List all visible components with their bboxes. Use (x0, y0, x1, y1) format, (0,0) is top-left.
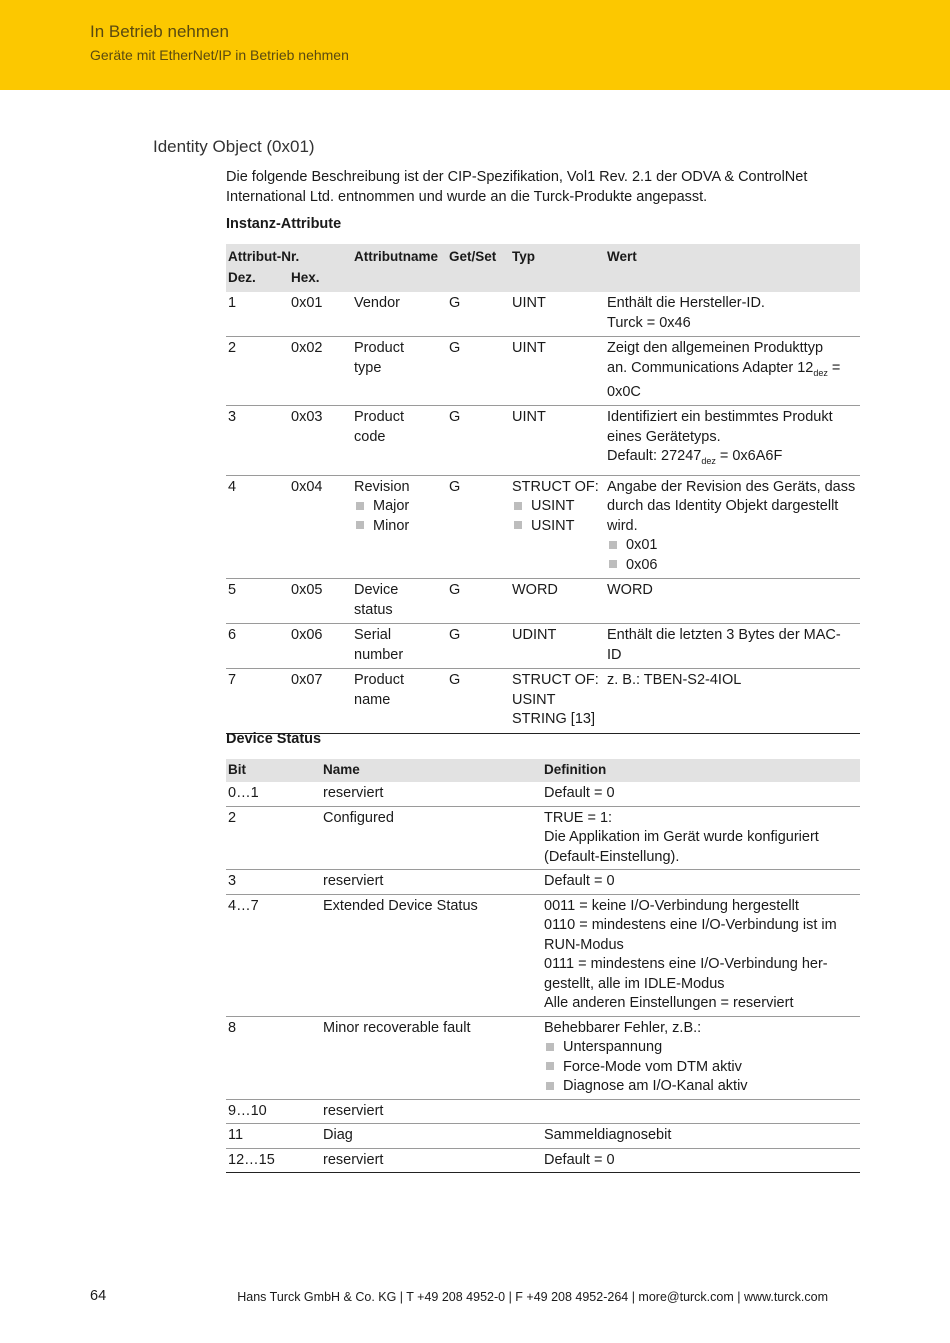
attribute-name-line: Serial (354, 627, 392, 644)
cell-name: Configured (321, 806, 542, 870)
cell-dez: 1 (226, 292, 289, 337)
header-get-set: Get/Set (447, 244, 510, 268)
cell-value (605, 579, 860, 624)
cell-hex: 0x01 (289, 292, 352, 337)
cell-definition (542, 1148, 860, 1173)
table-row (226, 1099, 860, 1124)
header-hex: Hex. (289, 268, 352, 292)
bullet-item (607, 556, 858, 576)
square-bullet-icon (546, 1043, 554, 1051)
cell-type (510, 579, 605, 624)
header-definition: Definition (542, 759, 860, 782)
definition-line: 0011 = keine I/O-Verbindung hergestellt (544, 897, 799, 914)
cell-attribute-name (352, 669, 447, 734)
cell-bit: 11 (226, 1124, 321, 1149)
cell-bit: 2 (226, 806, 321, 870)
value-line (607, 447, 858, 471)
cell-bit: 12…15 (226, 1148, 321, 1173)
cell-type (510, 406, 605, 475)
cell-get-set: G (447, 337, 510, 406)
definition-line: Sammeldiagnosebit (544, 1127, 672, 1143)
cell-value (605, 475, 860, 579)
attribute-name-line: Product (354, 409, 404, 426)
chapter-title: In Betrieb nehmen (90, 22, 229, 41)
header-band (0, 0, 950, 90)
value-text: z. B.: TBEN-S2-4IOL (607, 672, 742, 689)
cell-type (510, 475, 605, 579)
table-row (226, 475, 860, 579)
cell-definition (542, 1099, 860, 1124)
value-line (607, 497, 858, 517)
attribute-name-line: Revision (354, 478, 410, 495)
value-line (607, 671, 858, 691)
chapter-subtitle: Geräte mit EtherNet/IP in Betrieb nehmen (90, 47, 349, 63)
attribute-name-line: type (354, 359, 382, 376)
device-status-table (226, 759, 860, 1173)
cell-bit: 4…7 (226, 894, 321, 1016)
cell-definition (542, 894, 860, 1016)
table-row (226, 292, 860, 337)
bullet-item (354, 497, 445, 517)
cell-dez: 2 (226, 337, 289, 406)
cell-get-set: G (447, 669, 510, 734)
definition-line: 0111 = mindestens eine I/O-Verbindung her- (544, 956, 828, 972)
cell-attribute-name (352, 337, 447, 406)
value-text: eines Gerätetyps. (607, 428, 721, 445)
cell-value (605, 337, 860, 406)
bullet-item (607, 536, 858, 556)
cell-dez: 3 (226, 406, 289, 475)
table-row (226, 870, 860, 895)
bullet-item (512, 517, 603, 537)
value-line (607, 314, 858, 334)
cell-bit: 0…1 (226, 782, 321, 806)
definition-line: 0110 = mindestens eine I/O-Verbindung ist im (544, 917, 837, 933)
cell-type (510, 337, 605, 406)
type-line: UDINT (512, 627, 557, 644)
device-status-heading: Device Status (226, 731, 322, 747)
header-type: Typ (510, 244, 605, 268)
value-text: 0x0C (607, 383, 641, 400)
value-text: Angabe der Revision des Geräts, dass (607, 478, 856, 495)
table-row (226, 406, 860, 475)
value-text: Zeigt den allgemeinen Produkttyp (607, 340, 824, 356)
attribute-name-line: number (354, 646, 404, 663)
bullet-text: Force-Mode vom DTM aktiv (563, 1058, 742, 1075)
table-row (226, 782, 860, 806)
bullet-item (544, 1058, 858, 1078)
value-text: durch das Identity Objekt dargestellt (607, 498, 839, 515)
cell-dez: 4 (226, 475, 289, 579)
table-row (226, 669, 860, 734)
definition-line: gestellt, alle im IDLE-Modus (544, 975, 725, 992)
attribute-name-line: Product (354, 672, 404, 689)
attribute-name-line: Device (354, 582, 399, 599)
value-line (607, 428, 858, 448)
attribute-name-line: Product (354, 340, 404, 356)
bullet-item (544, 1038, 858, 1058)
square-bullet-icon (546, 1082, 554, 1090)
value-text: Enthält die Hersteller-ID. (607, 295, 765, 311)
instance-attributes-table (226, 244, 860, 734)
value-text: Default: 27247 (607, 448, 702, 465)
cell-dez: 7 (226, 669, 289, 734)
type-line: STRUCT OF: (512, 672, 599, 689)
table-row (226, 1124, 860, 1149)
cell-definition (542, 806, 860, 870)
type-line: WORD (512, 582, 558, 599)
bullet-text: 0x06 (626, 556, 658, 573)
cell-name: Diag (321, 1124, 542, 1149)
value-line (607, 408, 858, 428)
value-line (607, 339, 858, 359)
attribute-name-line: Vendor (354, 295, 400, 311)
value-text: ID (607, 646, 622, 663)
cell-type (510, 292, 605, 337)
value-line (607, 646, 858, 666)
value-text: wird. (607, 517, 638, 534)
cell-name: reserviert (321, 870, 542, 895)
header-dez: Dez. (226, 268, 289, 292)
type-line: USINT (512, 691, 556, 708)
bullet-text: Unterspannung (563, 1039, 663, 1055)
cell-dez: 6 (226, 624, 289, 669)
bullet-text: Major (373, 498, 410, 515)
bullet-text: Diagnose am I/O-Kanal aktiv (563, 1078, 748, 1094)
definition-line: RUN-Modus (544, 936, 624, 953)
table-row (226, 1016, 860, 1099)
cell-bit: 3 (226, 870, 321, 895)
bullet-text: Minor (373, 517, 410, 534)
cell-definition (542, 870, 860, 895)
cell-get-set: G (447, 624, 510, 669)
cell-type (510, 669, 605, 734)
footer-contact: Hans Turck GmbH & Co. KG | T +49 208 4952-0 | F +49 208 4952-264 | more@turck.com | www.turck.com (237, 1290, 828, 1304)
value-subscript: dez (813, 367, 828, 378)
header-bit: Bit (226, 759, 321, 782)
cell-hex: 0x03 (289, 406, 352, 475)
bullet-text: USINT (531, 498, 575, 515)
cell-value (605, 624, 860, 669)
cell-attribute-name (352, 292, 447, 337)
value-subscript: dez (701, 456, 716, 467)
cell-dez: 5 (226, 579, 289, 624)
square-bullet-icon (514, 502, 522, 510)
square-bullet-icon (356, 502, 364, 510)
square-bullet-icon (546, 1062, 554, 1070)
instance-attributes-heading: Instanz-Attribute (226, 216, 342, 232)
type-line: STRUCT OF: (512, 478, 599, 495)
cell-definition (542, 1124, 860, 1149)
value-tail: = 0x6A6F (715, 448, 783, 465)
cell-hex: 0x06 (289, 624, 352, 669)
value-tail: = (827, 359, 841, 376)
value-line (607, 626, 858, 646)
type-line: UINT (512, 409, 546, 426)
type-line: STRING [13] (512, 711, 595, 728)
value-line (607, 383, 858, 403)
square-bullet-icon (609, 541, 617, 549)
table-row (226, 624, 860, 669)
cell-attribute-name (352, 475, 447, 579)
intro-paragraph: Die folgende Beschreibung ist der CIP-Spezifikation, Vol1 Rev. 2.1 der ODVA & ControlNet International Ltd. entnommen und wurde an die Turck-Produkte angepasst. (226, 169, 808, 205)
cell-get-set: G (447, 292, 510, 337)
bullet-item (544, 1077, 858, 1097)
value-line (607, 581, 858, 601)
bullet-item (354, 517, 445, 537)
table-row (226, 579, 860, 624)
cell-hex: 0x05 (289, 579, 352, 624)
definition-line: Behebbarer Fehler, z.B.: (544, 1019, 702, 1036)
cell-name: reserviert (321, 1099, 542, 1124)
attribute-name-line: code (354, 428, 386, 445)
cell-bit: 9…10 (226, 1099, 321, 1124)
square-bullet-icon (609, 560, 617, 568)
table-row (226, 337, 860, 406)
page-number: 64 (90, 1288, 107, 1304)
type-line: UINT (512, 340, 546, 356)
value-line (607, 359, 858, 383)
cell-hex: 0x02 (289, 337, 352, 406)
cell-attribute-name (352, 624, 447, 669)
header-value: Wert (605, 244, 860, 268)
square-bullet-icon (356, 521, 364, 529)
bullet-text: 0x01 (626, 537, 658, 554)
value-text: Identifiziert ein bestimmtes Produkt (607, 409, 833, 426)
section-title: Identity Object (0x01) (153, 137, 315, 156)
definition-line: (Default-Einstellung). (544, 848, 680, 865)
value-text: Turck = 0x46 (607, 314, 691, 331)
square-bullet-icon (514, 521, 522, 529)
value-line (607, 517, 858, 537)
cell-value (605, 669, 860, 734)
value-text: Enthält die letzten 3 Bytes der MAC- (607, 627, 841, 644)
attribute-name-line: status (354, 601, 393, 618)
table-row (226, 806, 860, 870)
cell-hex: 0x07 (289, 669, 352, 734)
value-line (607, 294, 858, 314)
cell-get-set: G (447, 475, 510, 579)
value-line (607, 478, 858, 498)
cell-attribute-name (352, 579, 447, 624)
definition-line: Default = 0 (544, 785, 615, 801)
cell-bit: 8 (226, 1016, 321, 1099)
header-attribute-name: Attributname (352, 244, 447, 268)
definition-line: Default = 0 (544, 873, 615, 889)
cell-name: Extended Device Status (321, 894, 542, 1016)
cell-get-set: G (447, 406, 510, 475)
cell-value (605, 406, 860, 475)
definition-line: Default = 0 (544, 1151, 615, 1168)
table-row (226, 894, 860, 1016)
cell-name: Minor recoverable fault (321, 1016, 542, 1099)
header-name: Name (321, 759, 542, 782)
cell-hex: 0x04 (289, 475, 352, 579)
cell-type (510, 624, 605, 669)
cell-attribute-name (352, 406, 447, 475)
value-text: an. Communications Adapter 12 (607, 359, 814, 376)
header-attribute-nr: Attribut-Nr. (226, 244, 352, 268)
cell-name: reserviert (321, 782, 542, 806)
cell-value (605, 292, 860, 337)
value-text: WORD (607, 582, 653, 599)
bullet-item (512, 497, 603, 517)
attribute-name-line: name (354, 691, 391, 708)
cell-get-set: G (447, 579, 510, 624)
definition-line: TRUE = 1: (544, 809, 613, 826)
definition-line: Die Applikation im Gerät wurde konfiguriert (544, 829, 819, 845)
cell-definition (542, 1016, 860, 1099)
cell-definition (542, 782, 860, 806)
table-row (226, 1148, 860, 1173)
type-line: UINT (512, 295, 546, 311)
cell-name: reserviert (321, 1148, 542, 1173)
bullet-text: USINT (531, 517, 575, 534)
definition-line: Alle anderen Einstellungen = reserviert (544, 995, 794, 1011)
